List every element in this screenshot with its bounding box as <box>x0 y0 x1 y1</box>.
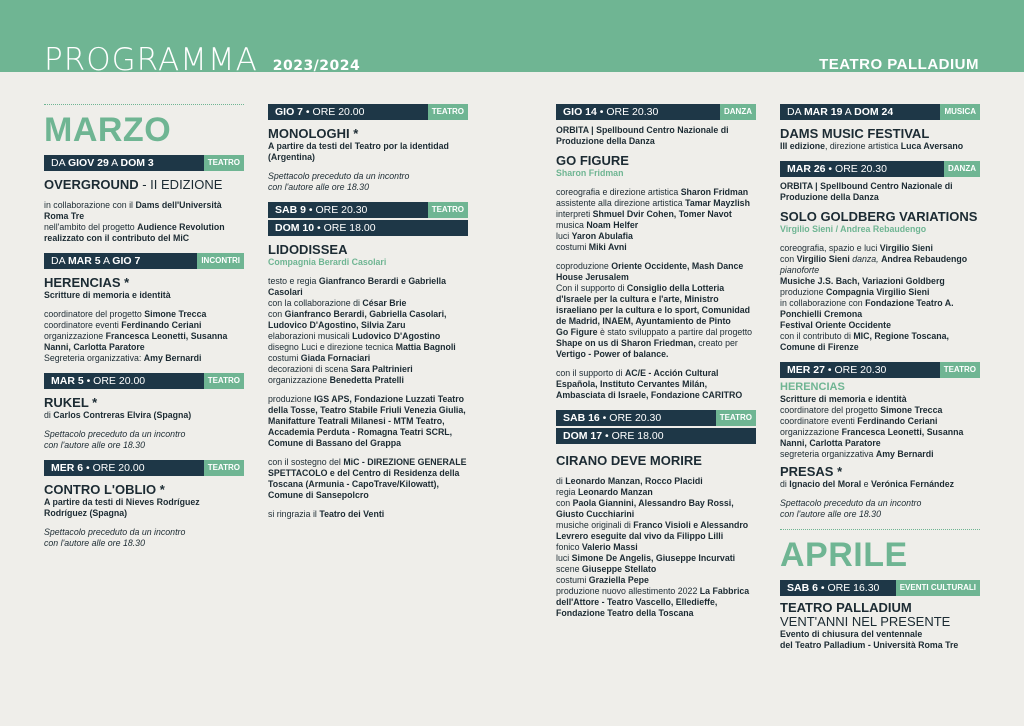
date-bar: DA MAR 19 A DOM 24 MUSICA <box>780 104 980 120</box>
event-organizer: ORBITA | Spellbound Centro Nazionale di Produzione della Danza <box>780 181 953 202</box>
event-credits: di Ignacio del Moral e Verónica Fernández <box>780 479 955 489</box>
event-subtitle: A partire da testi di Nieves Rodríguez Rodríguez (Spagna) <box>44 497 200 518</box>
date-bar: MAR 5 • ORE 20.00 TEATRO <box>44 373 244 389</box>
category-tag: TEATRO <box>428 104 468 120</box>
date-bar: GIO 7 • ORE 20.00 TEATRO <box>268 104 468 120</box>
date-bar: SAB 9 • ORE 20.30 TEATRO <box>268 202 468 218</box>
event-credits: coreografia, spazio e luci Virgilio Sieni con Virgilio Sieni danza, Andrea Rebaudengo pianoforte Musiche J.S. Bach, Variazioni Goldberg produzione Compagnia Virgilio Sieni in collaborazione con Fondazione Teatro A. Ponchielli Cremona Festival Oriente Occidente con il contributo di MIC, Regione Toscana, Comune di Firenze <box>780 243 968 352</box>
event-credits: Evento di chiusura del ventennale del Teatro Palladium - Università Roma Tre <box>780 629 959 650</box>
event-note: Spettacolo preceduto da un incontro con l'autore alle ore 18.30 <box>780 498 922 519</box>
season-year: 2023/2024 <box>272 58 361 74</box>
event-title: HERENCIAS <box>780 381 845 393</box>
month-heading: MARZO <box>44 111 172 149</box>
divider <box>780 529 980 530</box>
date-bar: GIO 14 • ORE 20.30 DANZA <box>556 104 756 120</box>
venue-name: TEATRO PALLADIUM <box>819 56 979 73</box>
event-title: OVERGROUND - II EDIZIONE <box>44 177 223 192</box>
category-tag: TEATRO <box>428 202 468 218</box>
category-tag: DANZA <box>944 161 980 177</box>
date-bar: DA GIOV 29 A DOM 3 TEATRO <box>44 155 244 171</box>
event-credits: di Leonardo Manzan, Rocco Placidi regia Leonardo Manzan con Paola Giannini, Alessandro Bay Rossi, Giusto Cucchiarini musiche originali di Franco Visioli e Alessandro Levrero eseguite dal vivo da Filippo Lilli fonico Valerio Massi luci Simone De Angelis, Giuseppe Incurvati scene Giuseppe Stellato costumi Graziella Pepe produzione nuovo allestimento 2022 La Fabbrica dell'Attore - Teatro Vascello, Elledieffe, Fondazione Teatro della Toscana <box>556 476 750 618</box>
event-subtitle: A partire da testi del Teatro por la identidad (Argentina) <box>268 141 449 162</box>
category-tag: TEATRO <box>204 373 244 389</box>
event-title: CONTRO L'OBLIO * <box>44 482 165 497</box>
date-bar: DA MAR 5 A GIO 7 INCONTRI <box>44 253 244 269</box>
category-tag: TEATRO <box>204 155 244 171</box>
column-4 <box>780 104 980 651</box>
event-title: HERENCIAS * <box>44 275 130 290</box>
event-credits: III edizione, direzione artistica Luca Aversano <box>780 141 964 151</box>
month-heading: APRILE <box>780 536 908 574</box>
programme-title <box>44 44 360 82</box>
category-tag: TEATRO <box>716 410 756 426</box>
event-thanks: si ringrazia il Teatro dei Venti <box>268 509 385 519</box>
event-title: RUKEL * <box>44 395 98 410</box>
event-credits: testo e regia Gianfranco Berardi e Gabriella Casolari con la collaborazione di César Brie con Gianfranco Berardi, Gabriella Casolari, Ludovico D'Agostino, Silvia Zaru elaborazioni musicali Ludovico D'Agostino disegno Luci e direzione tecnica Mattia Bagnoli costumi Giada Fornaciari decorazioni di scena Sara Paltrinieri organizzazione Benedetta Pratelli <box>268 276 456 385</box>
date-bar: MER 27 • ORE 20.30 TEATRO <box>780 362 980 378</box>
date-bar: MAR 26 • ORE 20.30 DANZA <box>780 161 980 177</box>
event-support: con il supporto di AC/E - Acción Cultural Española, Instituto Cervantes Milán, Ambasciata di Israele, Fondazione CARITRO <box>556 368 743 400</box>
event-subtitle: Scritture di memoria e identità <box>44 290 171 300</box>
event-title: CIRANO DEVE MORIRE <box>556 453 702 468</box>
company-name: Virgilio Sieni / Andrea Rebaudengo <box>780 224 927 234</box>
category-tag: DANZA <box>720 104 756 120</box>
event-credits: coordinatore del progetto Simone Trecca coordinatore eventi Ferdinando Ceriani organizzazione Francesca Leonetti, Susanna Nanni, Carlotta Paratore Segreteria organizzativa: Amy Bernardi <box>44 309 228 363</box>
event-title: TEATRO PALLADIUM <box>780 600 912 615</box>
divider <box>44 104 244 105</box>
category-tag: TEATRO <box>204 460 244 476</box>
category-tag: INCONTRI <box>197 253 244 269</box>
event-title: MONOLOGHI * <box>268 126 359 141</box>
column-1 <box>44 104 244 549</box>
event-title: LIDODISSEA <box>268 242 348 257</box>
event-production: coproduzione Oriente Occidente, Mash Dance House Jerusalem Con il supporto di Consiglio della Lotteria d'Israele per la cultura e l'arte, Ministro israeliano per la cultura e lo sport, Comunidad de Madrid, INAEM, Ayuntamiento de Pinto Go Figure è stato sviluppato a partire dal progetto Shape on us di Sharon Friedman, creato per Vertigo - Power of balance. <box>556 261 753 359</box>
date-bar: SAB 6 • ORE 16.30 EVENTI CULTURALI <box>780 580 980 596</box>
event-credits: in collaborazione con il Dams dell'Università Roma Tre nell'ambito del progetto Audience Revolution realizzato con il contributo del MiC <box>44 200 225 243</box>
programme-heading: PROGRAMMA <box>44 42 258 78</box>
event-note: Spettacolo preceduto da un incontro con l'autore alle ore 18.30 <box>268 171 410 192</box>
event-title-secondary: VENT'ANNI NEL PRESENTE <box>780 614 951 629</box>
event-note: Spettacolo preceduto da un incontro con l'autore alle ore 18.30 <box>44 527 186 548</box>
date-bar: MER 6 • ORE 20.00 TEATRO <box>44 460 244 476</box>
column-3 <box>556 104 756 619</box>
event-title: SOLO GOLDBERG VARIATIONS <box>780 209 978 224</box>
category-tag: EVENTI CULTURALI <box>896 580 980 596</box>
event-title: DAMS MUSIC FESTIVAL <box>780 126 930 141</box>
column-2 <box>268 104 468 520</box>
event-subtitle: Scritture di memoria e identità <box>780 394 907 404</box>
date-bar: SAB 16 • ORE 20.30 TEATRO <box>556 410 756 426</box>
event-credits: coreografia e direzione artistica Sharon Fridman assistente alla direzione artistica Tamar Mayzlish interpreti Shmuel Dvir Cohen, Tomer Navot musica Noam Helfer luci Yaron Abulafia costumi Miki Avni <box>556 187 750 252</box>
date-bar: DOM 10 • ORE 18.00 <box>268 220 468 236</box>
company-name: Compagnia Berardi Casolari <box>268 257 387 267</box>
event-support: con il sostegno del MiC - DIREZIONE GENERALE SPETTACOLO e del Centro di Residenza della Toscana (Armunia - CapoTrave/Kilowatt), Comune di Sansepolcro <box>268 457 467 500</box>
event-organizer: ORBITA | Spellbound Centro Nazionale di Produzione della Danza <box>556 125 729 146</box>
event-credits: coordinatore del progetto Simone Trecca coordinatore eventi Ferdinando Ceriani organizzazione Francesca Leonetti, Susanna Nanni, Carlotta Paratore segreteria organizzativa Amy Bernardi <box>780 405 964 459</box>
date-bar: DOM 17 • ORE 18.00 <box>556 428 756 444</box>
event-credits: di Carlos Contreras Elvira (Spagna) <box>44 410 192 420</box>
category-tag: MUSICA <box>940 104 980 120</box>
event-title-secondary: PRESAS * <box>780 464 843 479</box>
category-tag: TEATRO <box>940 362 980 378</box>
event-production: produzione IGS APS, Fondazione Luzzati Teatro della Tosse, Teatro Stabile Friuli Venezia Giulia, Manifatture Teatrali Milanesi - MTM Teatro, Accademia Perduta - Romagna Teatri SCRL, Comune di Bassano del Grappa <box>268 394 466 448</box>
event-note: Spettacolo preceduto da un incontro con l'autore alle ore 18.30 <box>44 429 186 450</box>
company-name: Sharon Fridman <box>556 168 624 178</box>
event-title: GO FIGURE <box>556 153 629 168</box>
